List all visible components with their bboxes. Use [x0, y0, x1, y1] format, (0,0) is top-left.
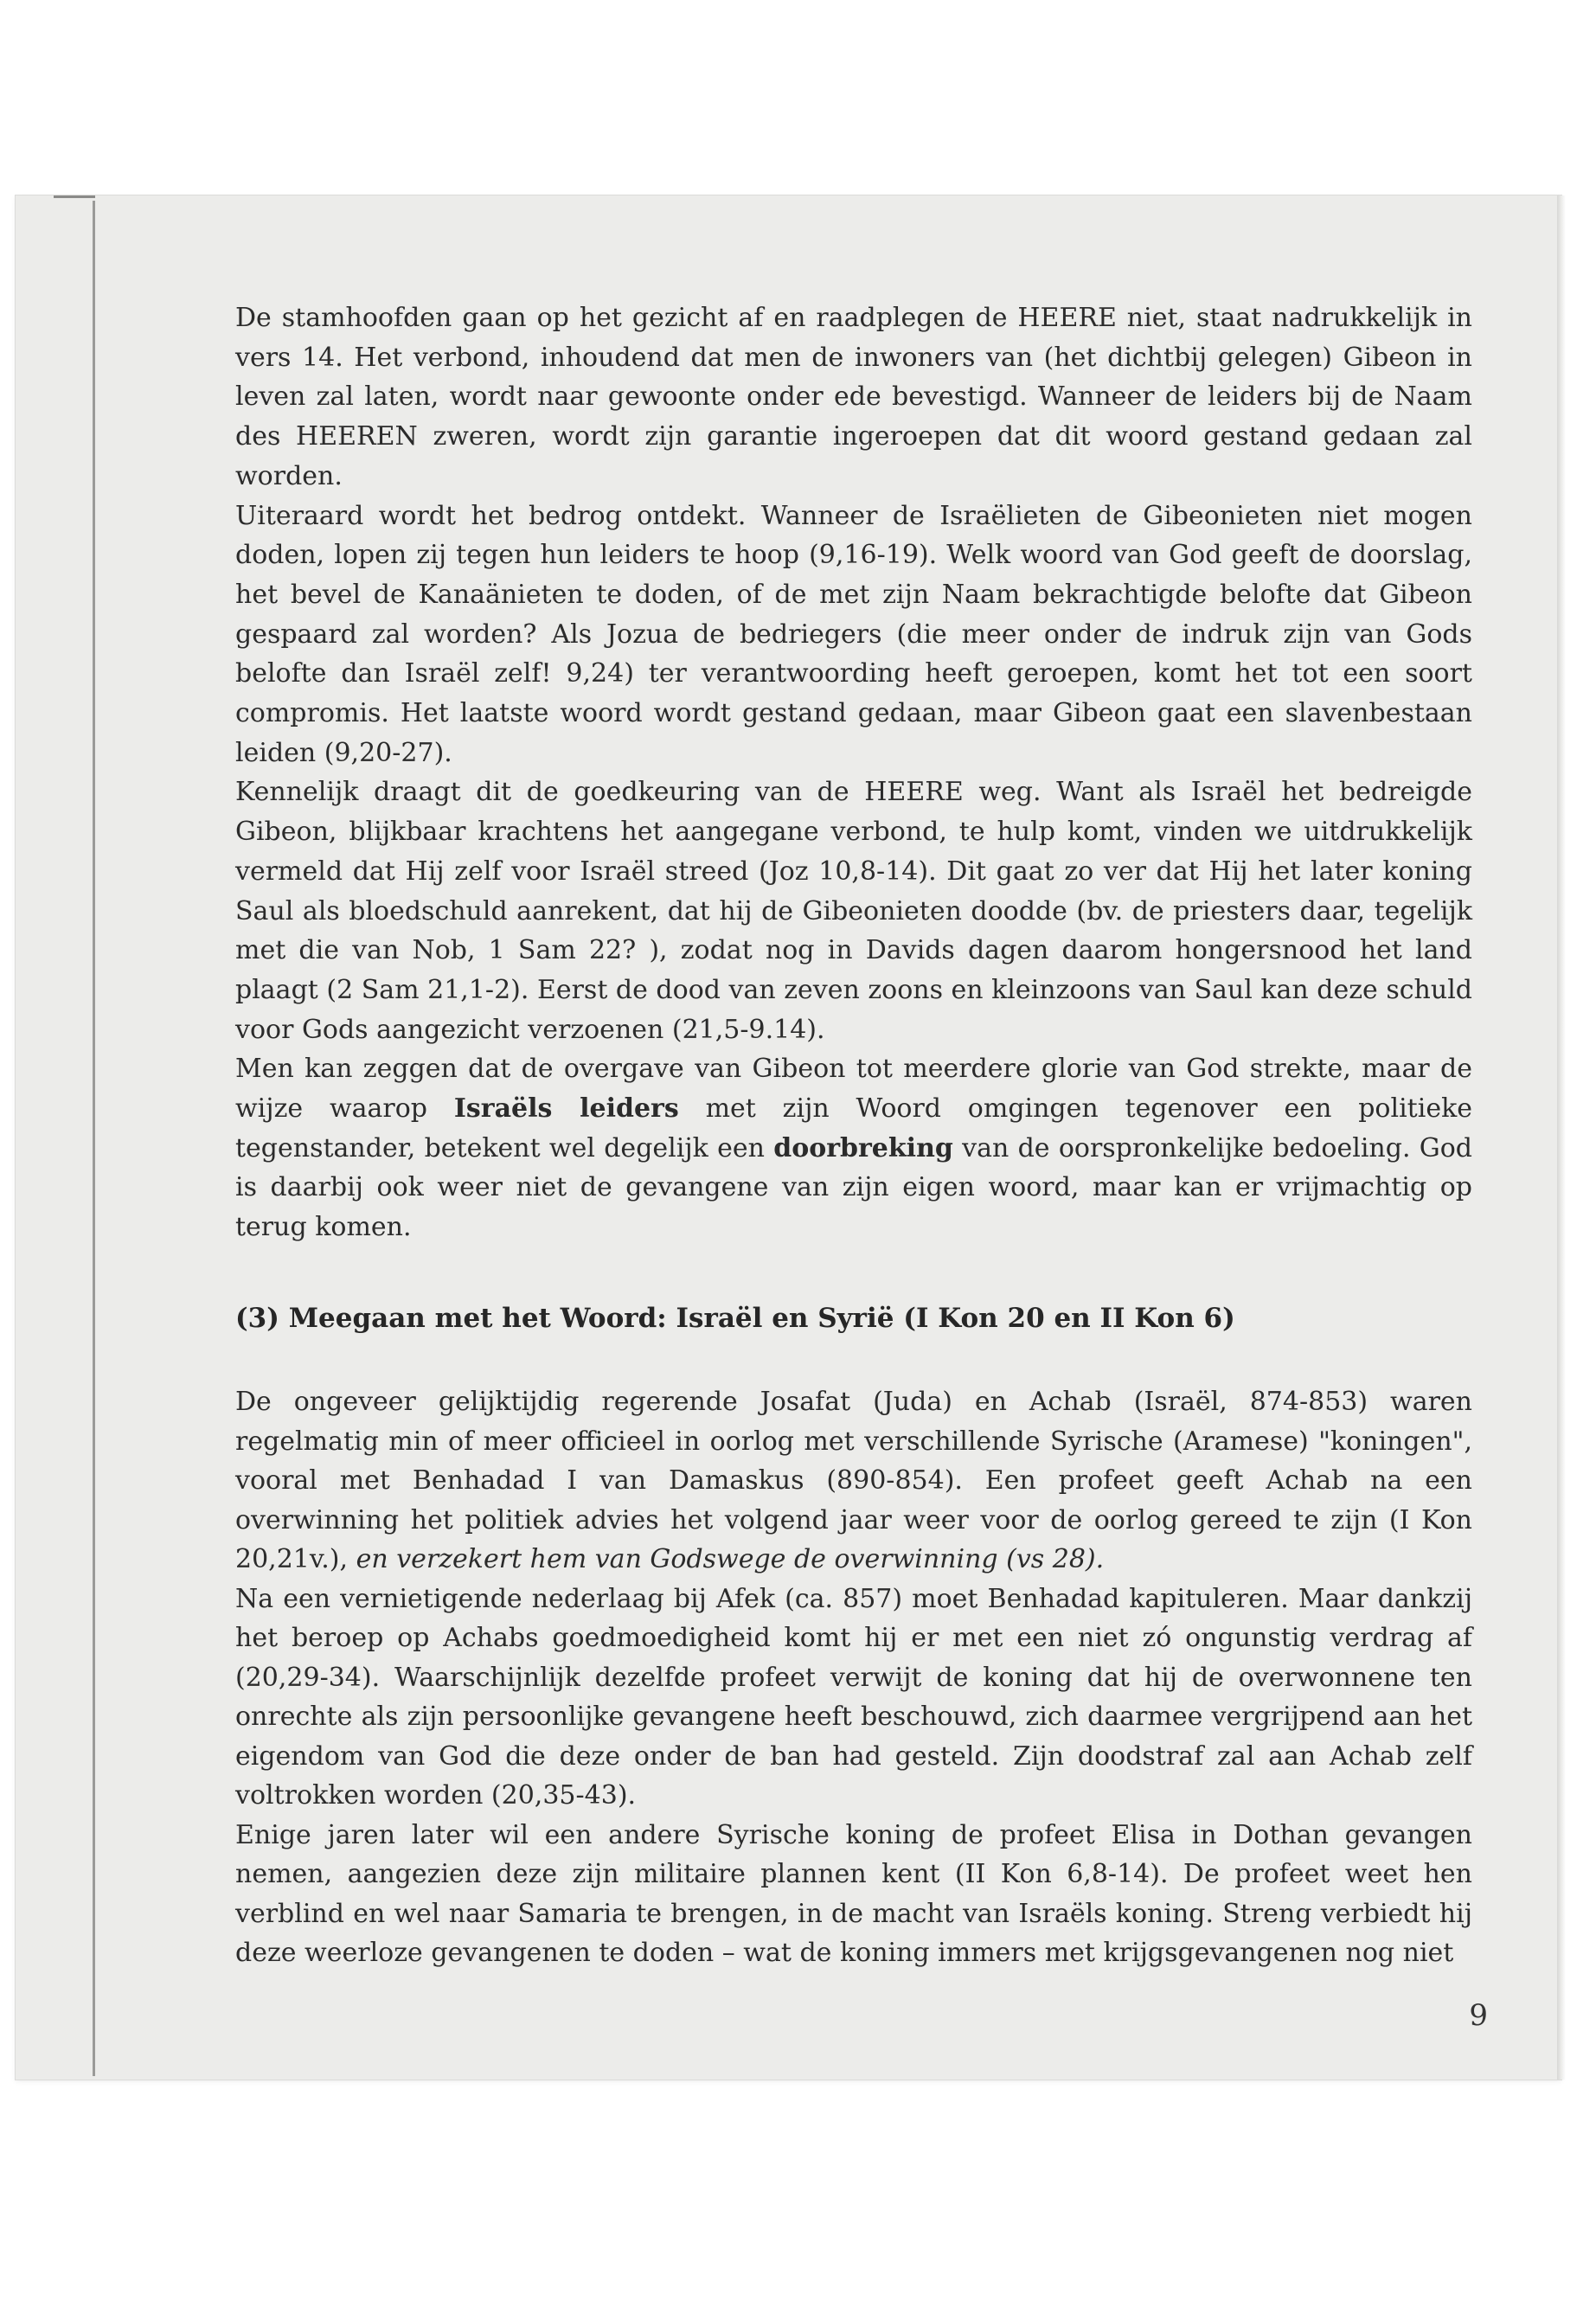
- binding-line: [93, 201, 95, 2076]
- bold-run: doorbreking: [773, 1132, 953, 1163]
- paragraph: Na een vernietigende nederlaag bij Afek (ca. 857) moet Benhadad kapituleren. Maar dankzij het beroep op Achabs goedmoedigheid komt hij er met een niet zó ongunstig verdrag af (20,29-34). Waarschijnlijk dezelfde profeet verwijt de koning dat hij de overwonnene ten onrechte als zijn persoonlijke gevangene heeft beschouwd, zich daarmee vergrijpend aan het eigendom van God die deze onder de ban had gesteld. Zijn doodstraf zal aan Achab zelf voltrokken worden (20,35-43).: [235, 1583, 1472, 1811]
- text-run: met zijn Woord omgingen tegenover een politieke tegenstander, betekent wel degelijk een: [235, 1093, 1473, 1163]
- paragraph-with-italic: [235, 1382, 1472, 1580]
- text-run: Men kan zeggen dat de overgave van Gibeon tot meerdere glorie van God strekte, maar de wijze waarop: [235, 1054, 1472, 1125]
- paragraph: De stamhoofden gaan op het gezicht af en raadplegen de HEERE niet, staat nadrukkelijk in vers 14. Het verbond, inhoudend dat men de inwoners van (het dichtbij gelegen) Gibeon in leven zal laten, wordt naar gewoonte onder ede bevestigd. Wanneer de leiders bij de Naam des HEEREN zweren, wordt zijn garantie ingeroepen dat dit woord gestand gedaan zal worden.: [235, 303, 1472, 491]
- section-heading: (3) Meegaan met het Woord: Israël en Syrië (I Kon 20 en II Kon 6): [235, 1303, 1235, 1334]
- text-run: van de oorspronkelijke bedoeling. God is daarbij ook weer niet de gevangene van zijn eigen woord, maar kan er vrijmachtig op terug komen.: [235, 1132, 1472, 1243]
- bold-run: Israëls leiders: [453, 1093, 679, 1125]
- italic-run: en verzekert hem van Godswege de overwinning (vs 28).: [356, 1544, 1105, 1574]
- body-text-top: [235, 298, 1472, 1247]
- paragraph: Kennelijk draagt dit de goedkeuring van de HEERE weg. Want als Israël het bedreigde Gibeon, blijkbaar krachtens het aangegane verbond, te hulp komt, vinden we uitdrukkelijk vermeld dat Hij zelf voor Israël streed (Joz 10,8-14). Dit gaat zo ver dat Hij het later koning Saul als bloedschuld aanrekent, dat hij de Gibeonieten doodde (bv. de priesters daar, tegelijk met die van Nob, 1 Sam 22? ), zodat nog in Davids dagen daarom hongersnood het land plaagt (2 Sam 21,1-2). Eerst de dood van zeven zoons en kleinzoons van Saul kan deze schuld voor Gods aangezicht verzoenen (21,5-9.14).: [235, 777, 1472, 1045]
- body-text-bottom: [235, 1382, 1472, 1973]
- page-edge-shadow: [1557, 195, 1566, 2080]
- binding-tick: [54, 195, 95, 198]
- paragraph: Uiteraard wordt het bedrog ontdekt. Wanneer de Israëlieten de Gibeonieten niet mogen doden, lopen zij tegen hun leiders te hoop (9,16-19). Welk woord van God geeft de doorslag, het bevel de Kanaänieten te doden, of de met zijn Naam bekrachtigde belofte dat Gibeon gespaard zal worden? Als Jozua de bedriegers (die meer onder de indruk zijn van Gods belofte dan Israël zelf! 9,24) ter verantwoording heeft geroepen, komt het tot een soort compromis. Het laatste woord wordt gestand gedaan, maar Gibeon gaat een slavenbestaan leiden (9,20-27).: [235, 500, 1472, 768]
- paragraph: Enige jaren later wil een andere Syrische koning de profeet Elisa in Dothan gevangen nemen, aangezien deze zijn militaire plannen kent (II Kon 6,8-14). De profeet weet hen verblind en wel naar Samaria te brengen, in de macht van Israëls koning. Streng verbiedt hij deze weerloze gevangenen te doden – wat de koning immers met krijgsgevangenen nog niet: [235, 1819, 1472, 1968]
- paragraph-with-emphasis: [235, 1049, 1472, 1247]
- text-run: De ongeveer gelijktijdig regerende Josafat (Juda) en Achab (Israël, 874-853) waren regelmatig min of meer officieel in oorlog met verschillende Syrische (Aramese) "koningen", vooral met Benhadad I van Damaskus (890-854). Een profeet geeft Achab na een overwinning het politiek advies het volgend jaar weer voor de oorlog gereed te zijn (I Kon 20,21v.),: [235, 1387, 1472, 1574]
- page-number: 9: [1469, 1998, 1488, 2033]
